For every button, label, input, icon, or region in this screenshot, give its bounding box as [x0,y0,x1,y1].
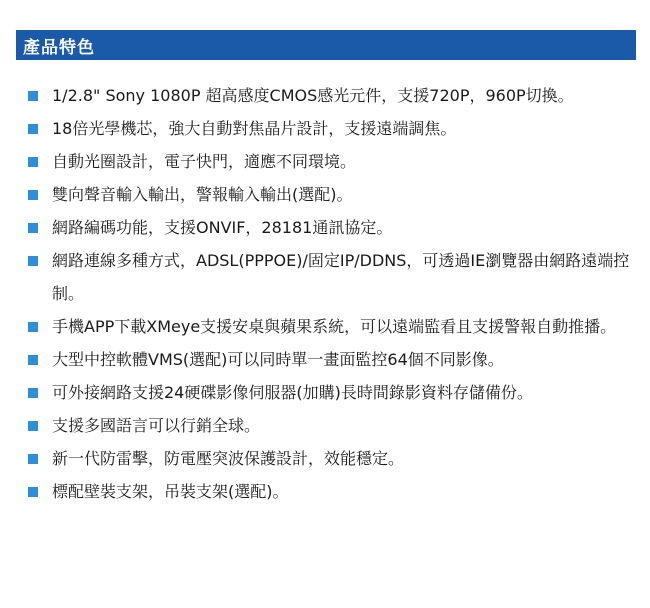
feature-text: 新一代防雷擊，防電壓突波保護設計，效能穩定。 [52,449,405,468]
feature-item [24,178,640,211]
feature-item [24,442,640,475]
square-bullet-icon [28,256,38,266]
square-bullet-icon [28,454,38,464]
square-bullet-icon [28,91,38,101]
feature-text: 18倍光學機芯，強大自動對焦晶片設計，支援遠端調焦。 [52,119,457,138]
feature-item [24,244,640,310]
feature-text: 大型中控軟體VMS(選配)可以同時單一畫面監控64個不同影像。 [52,350,504,369]
square-bullet-icon [28,487,38,497]
feature-text: 可外接網路支援24硬碟影像伺服器(加購)長時間錄影資料存儲備份。 [52,383,533,402]
section-title: 產品特色 [23,37,95,58]
feature-text: 1/2.8" Sony 1080P 超高感度CMOS感光元件，支援720P，960P切換。 [52,86,574,105]
feature-item [24,112,640,145]
square-bullet-icon [28,223,38,233]
feature-text: 標配壁裝支架，吊裝支架(選配)。 [52,482,289,501]
feature-item [24,475,640,508]
feature-text: 自動光圈設計，電子快門，適應不同環境。 [52,152,357,171]
square-bullet-icon [28,388,38,398]
feature-text: 網路編碼功能，支援ONVIF，28181通訊協定。 [52,218,393,237]
square-bullet-icon [28,157,38,167]
feature-item [24,376,640,409]
feature-text: 網路連線多種方式，ADSL(PPPOE)/固定IP/DDNS，可透過IE瀏覽器由網路遠端控制。 [52,251,630,303]
feature-item [24,310,640,343]
feature-list [24,79,640,508]
feature-text: 雙向聲音輸入輸出，警報輸入輸出(選配)。 [52,185,353,204]
square-bullet-icon [28,355,38,365]
feature-text: 支援多國語言可以行銷全球。 [52,416,261,435]
feature-item [24,211,640,244]
feature-item [24,145,640,178]
square-bullet-icon [28,190,38,200]
section-header-bar [16,30,636,60]
feature-item [24,409,640,442]
feature-item [24,79,640,112]
square-bullet-icon [28,421,38,431]
feature-item [24,343,640,376]
square-bullet-icon [28,124,38,134]
feature-text: 手機APP下載XMeye支援安桌與蘋果系統，可以遠端監看且支援警報自動推播。 [52,317,617,336]
square-bullet-icon [28,322,38,332]
